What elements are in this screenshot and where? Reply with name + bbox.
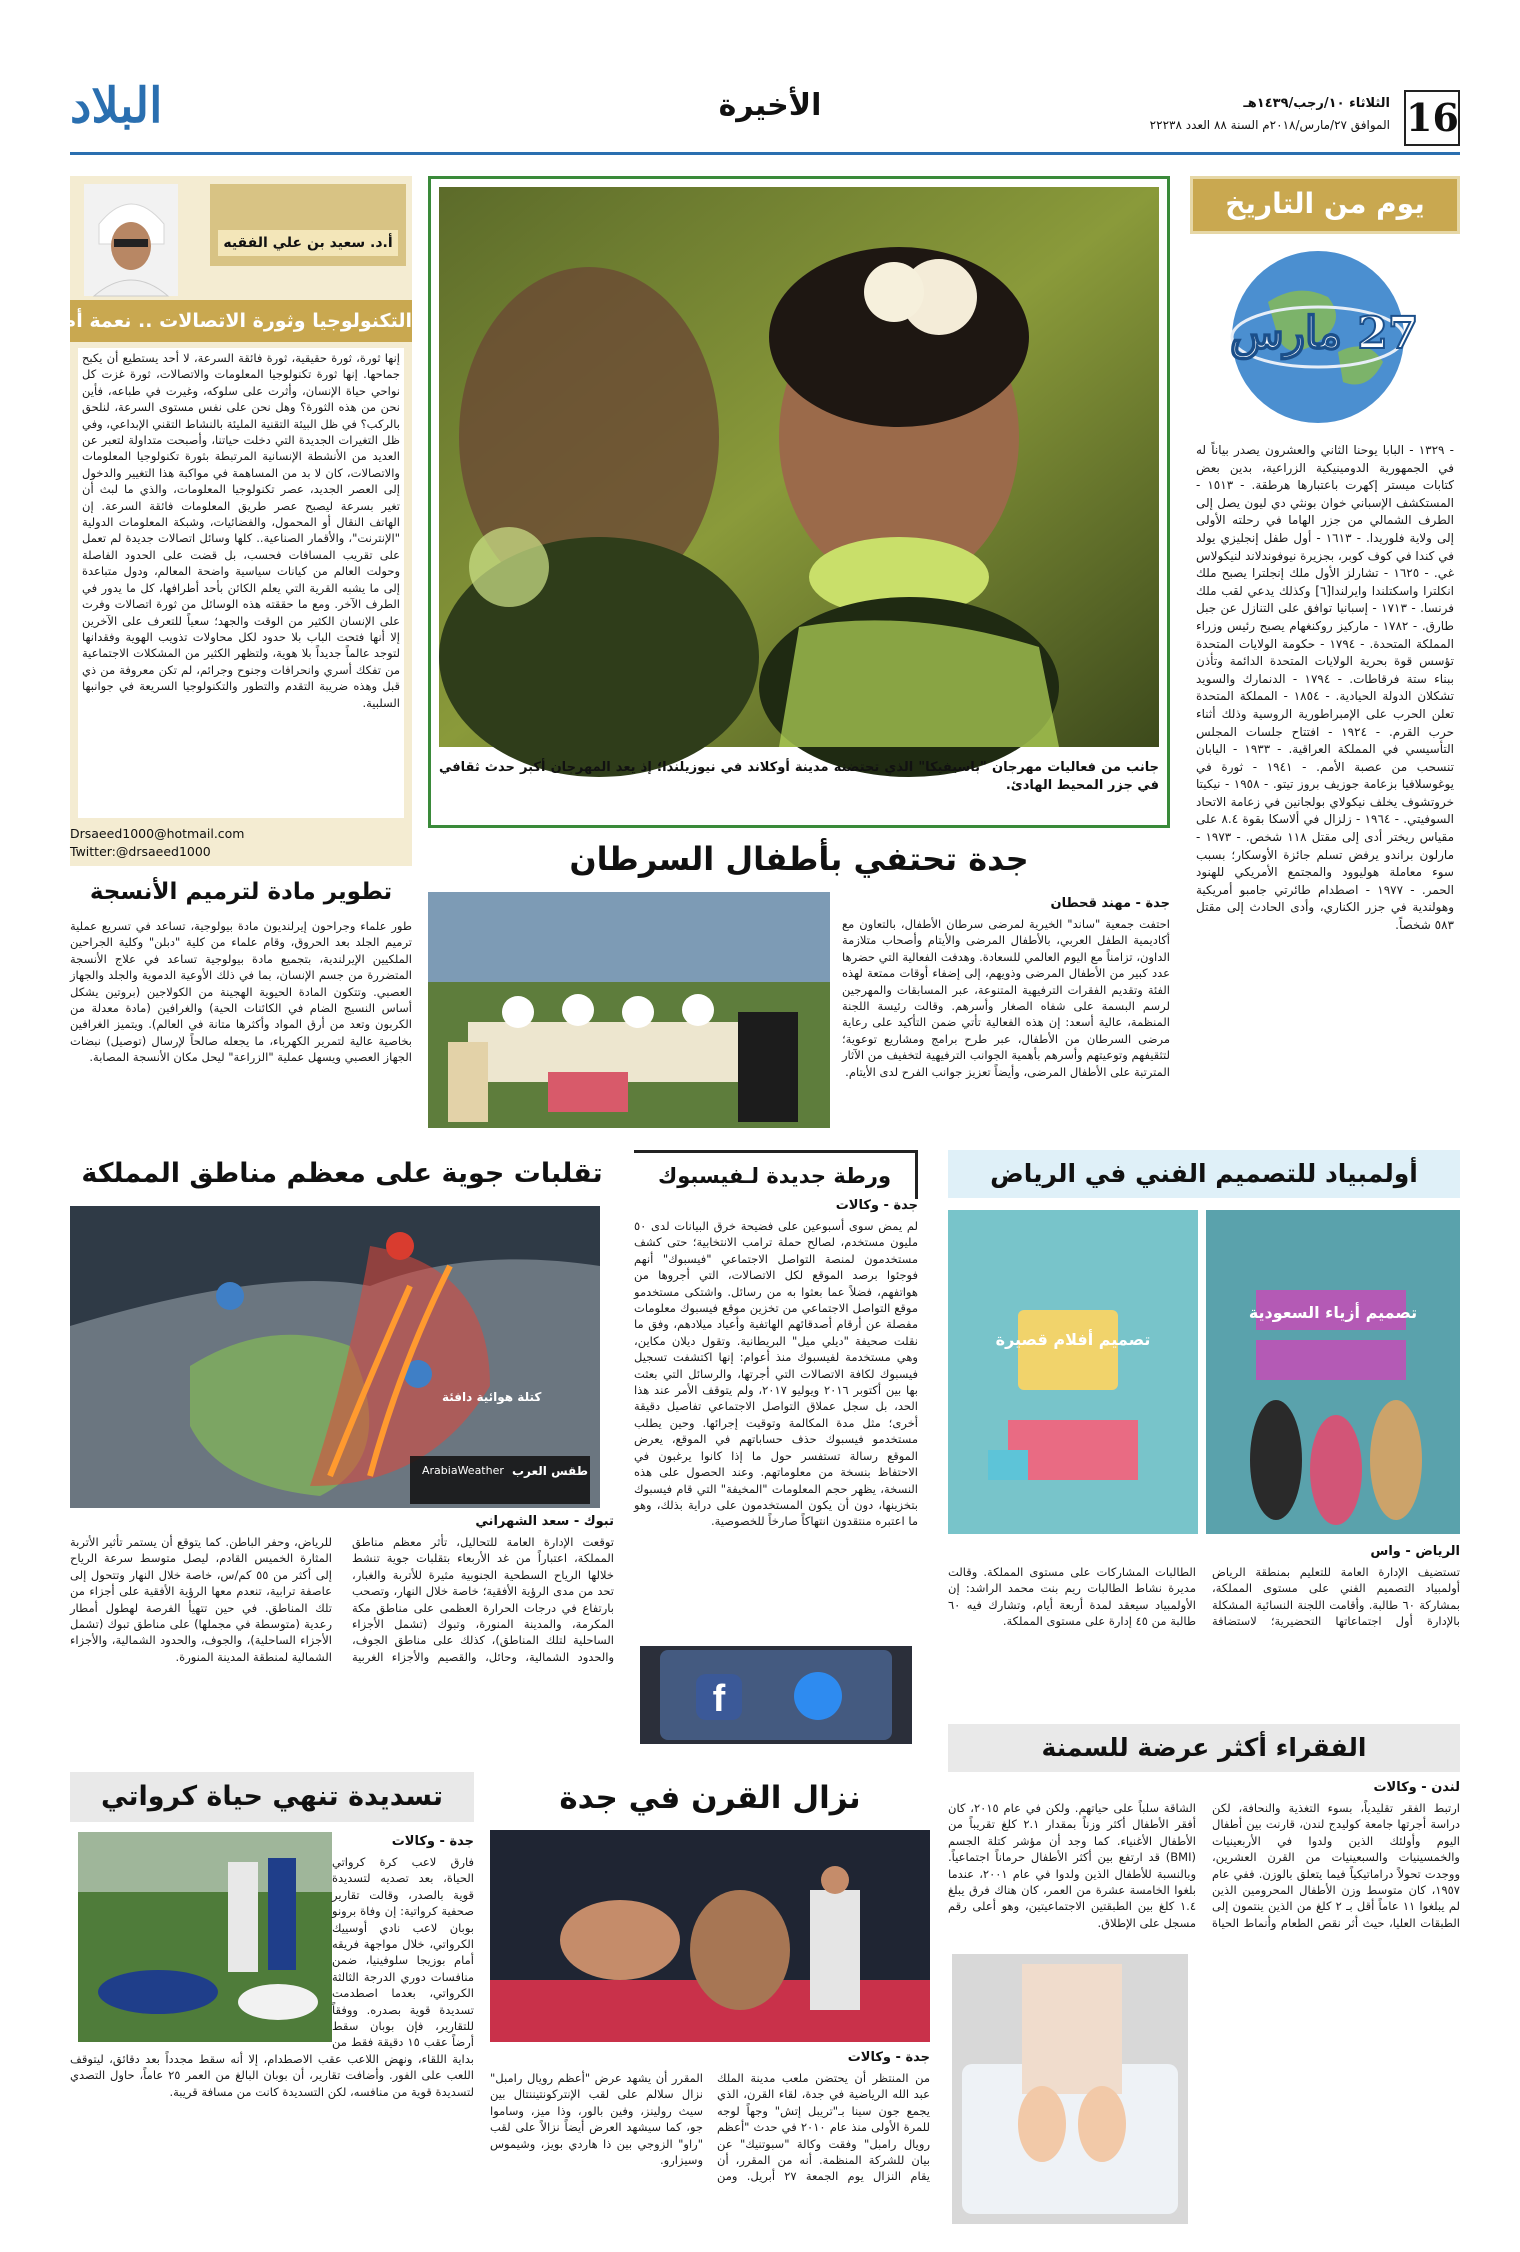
facebook-byline: جدة - وكالات xyxy=(835,1198,918,1213)
cancer-title: جدة تحتفي بأطفال السرطان xyxy=(569,840,1029,878)
history-header xyxy=(1190,176,1460,234)
weather-text: توقعت الإدارة العامة للتحاليل، تأثر معظم مناطق المملكة، اعتباراً من غد الأربعاء بتقلبات جوية تنشط خلالها الرياح السطحية الجنوبية مثيرة للأتربة والغبار، تحد من مدى الرؤية الأفقية؛ خاصة خلال النهار، وتصحب بارتفاع في درجات الحرارة العظمى على مناطق مكة المكرمة، والمدينة المنورة، وتبوك (تشمل الأجزاء الساحلية لتلك المناطق)، كذلك على مناطق الجوف، والحدود الشمالية، وحائل، والقصيم والأجزاء الغربية للرياض، وحفر الباطن. كما يتوقع أن يستمر تأثير الأتربة المثارة الخميس القادم، ليصل متوسط سرعة الرياح إلى أكثر من ٥٥ كم/س، خاصة خلال النهار وتتحول إلى عاصفة ترابية، تنعدم معها الرؤية الأفقية على أجزاء من تلك المناطق. في حين تتهيأ الفرصة لهطول أمطار رعدية (متوسطة في مجملها) على مناطق تبوك (تشمل الأجزاء الساحلية)، والجوف، والحدود الشمالية، والأجزاء الشمالية لمنطقة المدينة المنورة. xyxy=(70,1535,614,1664)
wrestling-text: من المنتظر أن يحتضن ملعب مدينة الملك عبد الله الرياضية في جدة، لقاء القرن، الذي يجمع جون سينا بـ"تريبل إتش" وجهاً لوجه للمرة الأولى منذ عام ٢٠١٠ في حدث "أعظم رويال رامبل" وفقت وكالة "سبوتنيك" عن بيان للشركة المنظمة. أنه من المقرر، أن يقام النزال يوم الجمعة ٢٧ أبريل. ومن المقرر أن يشهد عرض "أعظم رويال رامبل" نزال سلالم على لقب الإنتركونتيننتال بين سيث رولينز، وفين بالور، وذا ميز، وساموا جو، كما سيشهد العرض أيضاً نزالاً على لقب "راو" الزوجي بين ذا هاردي بويز، وشيموس وسيزارو. xyxy=(490,2071,930,2184)
weather-title: تقلبات جوية على معظم مناطق المملكة xyxy=(81,1158,603,1189)
author-name: أ.د. سعيد بن علي الفقيه xyxy=(218,230,398,256)
svg-text:f: f xyxy=(712,1678,726,1720)
obesity-byline: لندن - وكالات xyxy=(1373,1780,1460,1795)
tissue-text: طور علماء وجراحون إيرلنديون مادة بيولوجية، تساعد في تسريع عملية ترميم الجلد بعد الحروق، وقام علماء من كلية "دبلن" وكلية الجراحين الملكيين الإيرلندية، بتجميع مادة بيولوجية تساعد في علاج الأنسجة المتضررة من جسم الإنسان، بما في ذلك الأوعية الدموية والجلد والجهاز العصبي. وتتكون المادة الحيوية الهجينة من الكولاجين (بروتين يشكل أساس النسيج الضام في الكائنات الحية) والغرافين (مادة معدلة من الكربون وتعد من أرق المواد وأكثرها متانة في العالم). ويتميز الغرافين بخاصية عالية لتمرير الكهرباء، ما يجعله صالحاً لإرسال (توصيل) نبضات الجهاز العصبي ويسهل عملية "الزراعة" ليحل مكان الأنسجة المصابة. xyxy=(70,919,412,1065)
olympiad-title: أولمبياد للتصميم الفني في الرياض xyxy=(948,1150,1460,1198)
issue-number: الموافق ٢٧/مارس/٢٠١٨م السنة ٨٨ العدد ٢٢٢٣٨ xyxy=(1149,118,1390,132)
opinion-text: إنها ثورة، ثورة حقيقية، ثورة فائقة السرعة، لا أحد يستطيع أن يكبح جماحها. إنها ثورة تكنولوجيا المعلومات والاتصالات، ثورة غزت كل نواحي حياة الإنسان، وأثرت على سلوكه، وغيرت في طباعه، فأين نحن من هذه الثورة؟ وهل نحن على نفس مستوى السرعة، لنلحق بالركب؟ في ظل البيئة التقنية المليئة بالنشاط التقني الإبداعي، وفي ظل التغيرات الجديدة التي دخلت حياتنا، وأصبحت متداولة لتعبر عن العديد من الأنشطة الإنسانية المرتبطة بثورة تكنولوجيا المعلومات والاتصالات، كان لا بد من المساهمة في مواكبة هذا التغيير والدخول إلى العصر الجديد، عصر تكنولوجيا المعلومات، والذي ما لبث أن تغير بسرعة ليصبح عصر طريق المعلومات فائقة السرعة. إن الهاتف النقال أو المحمول، والفضائيات، وشبكة المعلومات الدولية "الإنترنت"، والأقمار الصناعية.. كلها وسائل اتصالات جديدة لم تعمل على تقريب المسافات فحسب، بل قضت على الحدود الفاصلة وحولت العالم من كيانات سياسية واضحة المعالم، ودول متباعدة إلى ما يشبه القرية التي يعلم الكائن بأحد أطرافها، كل ما يدور في الطرف الآخر. ومع ما حققته هذه الوسائل من ثورة اتصالات وفرت على الإنسان الكثير من الوقت والجهد؛ سعياً للتعرف على الآخرين إلا أنها فتحت الباب بلا حدود لكل محاولات تذويب الهوية وفقدانها لتوجد عالماً جديداً بلا هوية، ولتظهر الكثير من المشكلات الاجتماعية من تفكك أسري وانحرافات وجنوح وجرائم، لم تكن معروفة من ذي قبل وهذه ضريبة التقدم والتطور والتكنولوجيا السريعة في جوانبها السلبية. xyxy=(78,348,404,818)
poster-shorts-text: تصميم أفلام قصيرة xyxy=(995,1330,1151,1349)
history-title: يوم من التاريخ xyxy=(1225,187,1425,220)
messenger-icon xyxy=(794,1672,842,1720)
poster-fashion xyxy=(1206,1210,1460,1534)
obesity-text: ارتبط الفقر تقليدياً، بسوء التغذية والنحافة، لكن دراسة أجرتها جامعة كوليدج لندن، قارنت بين أطفال اليوم وأولئك الذين ولدوا في الأربعينيات والخمسينيات والسبعينيات من القرن العشرين، ووجدت تحولاً دراماتيكياً فيما يتعلق بالوزن. ففي عام ١٩٥٧، كان متوسط وزن الأطفال المحرومين الذين لم يبلغوا ١١ عاماً أقل بـ ٢ كلغ من الذين ينتمون إلى الطبقات العليا، حيث أثر نقص الطعام وأنماط الحياة الشاقة سلباً على حياتهم. ولكن في عام ٢٠١٥، كان أفقر الأطفال أكثر وزناً بمقدار ٢.١ كلغ تقريباً من الأطفال الأغنياء. كما وجد أن مؤشر كتلة الجسم (BMI) قد ارتفع بين أكثر الأطفال حرماناً اجتماعياً. وبالنسبة للأطفال الذين ولدوا في عام ٢٠٠١، عندما بلغوا الخامسة عشرة من العمر، كان هناك فرق يبلغ ١.٤ كلغ بين الطبقتين الاجتماعيتين، وهو أعلى رقم مسجل على الإطلاق. xyxy=(948,1801,1460,1930)
history-date-badge: 27 مارس xyxy=(1230,308,1419,359)
obesity-article xyxy=(948,1724,1460,2224)
tissue-title: تطوير مادة لترميم الأنسجة xyxy=(89,879,393,905)
olympiad-text: تستضيف الإدارة العامة للتعليم بمنطقة الرياض أولمبياد التصميم الفني على مستوى المملكة، بمشاركة ٦٠ طالبة. وأقامت اللجنة النسائية المشكلة بالإدارة أول اجتماعاتها التحضيرية؛ لاستضافة الطالبات المشاركات على مستوى المملكة. وقالت مديرة نشاط الطالبات ريم بنت محمد الراشد: إن الأولمبياد سيعقد لمدة أربعة أيام، وتشارك فيه ٦٠ طالبة من ٤٥ إدارة على مستوى المملكة. xyxy=(948,1565,1460,1629)
cancer-photo xyxy=(428,892,830,1128)
history-graphic xyxy=(1208,242,1442,432)
map-brand: ArabiaWeather xyxy=(422,1464,504,1477)
croatia-article xyxy=(70,1772,474,2224)
cancer-byline: جدة - مهند قحطان xyxy=(1050,896,1170,911)
photo-spacer xyxy=(70,1854,332,2044)
opinion-box xyxy=(0,176,412,866)
facebook-text: لم يمض سوى أسبوعين على فضيحة خرق البيانات لدى ٥٠ مليون مستخدم، لصالح حملة ترامب الانتخابية؛ حتى كشف مستخدمون لمنصة التواصل الاجتماعي "فيسبوك" أنهم فوجئوا برصد الموقع لكل الاتصالات، التي أجروها من هواتفهم، فضلاً عما بعثوا به من رسائل. واشتكى مستخدمو موقع التواصل الاجتماعي من تخزين موقع فيسبوك معلومات مفصلة عن أرقام أصدقائهم الهاتفية وأعياد ميلادهم، وفق ما نقلت صحيفة "ديلي ميل" البريطانية. وتقول ديلان مكاين، وهي مستخدمة لفيسبوك منذ أعوام: إنها اكتشفت تسجيل فيسبوك لكافة الاتصالات التي أجرتها، والرسائل التي بعثت بها بين أكتوبر ٢٠١٦ ويوليو ٢٠١٧، ولم يتوقف الأمر عند هذا الحد، بل سجل عملاق التواصل الاجتماعي تفاصيل دقيقة أخرى؛ مثل مدة المكالمة وتوقيت إجرائها. وحين يطلب مستخدمو فيسبوك حذف حساباتهم في الموقع، يعرض الموقع رسالة تستفسر حول ما إذا كانوا يرغبون في الاحتفاظ بنسخة من معلوماتهم. وعند الحصول على هذه النسخة، يظهر حجم المعلومات "المخيفة" التي قام فيسبوك بتخزينها، دون أن يكون المستخدمون على دراية بذلك، وهو ما اعتبره منتقدون انتهاكاً صارخاً للخصوصية. xyxy=(634,1219,919,1529)
olympiad-article xyxy=(948,1150,1460,1716)
author-twitter[interactable]: Twitter:@drsaeed1000 xyxy=(70,844,211,859)
map-label: كتلة هوائية دافئة xyxy=(442,1390,542,1404)
facebook-phone-photo xyxy=(640,1646,912,1744)
page-number: 16 xyxy=(1404,90,1460,146)
croatia-title: تسديدة تنهي حياة كرواتي xyxy=(70,1772,474,1822)
croatia-byline: جدة - وكالات xyxy=(391,1834,474,1849)
weather-article xyxy=(70,1150,614,1750)
opinion-title: التكنولوجيا وثورة الاتصالات .. نعمة أم نقمة؟ xyxy=(70,300,412,342)
main-photo-frame xyxy=(428,176,1170,828)
wrestling-title: نزال القرن في جدة xyxy=(559,1780,861,1816)
croatia-text: فارق لاعب كرة كرواتي الحياة، بعد تصديه لتسديدة قوية بالصدر، وقالت تقارير صحفية كرواتية: إن وفاة برونو بوبان لاعب نادي أوسييك الكرواتي، خلال مواجهة فريقه أمام بوزيجا سلوفينيا، ضمن منافسات دوري الدرجة الثالثة الكرواتي، بعدما اصطدمت تسديدة قوية بصدره. ووفقاً للتقارير، فإن بوبان سقط أرضاً عقب ١٥ دقيقة فقط من بداية اللقاء، ونهض اللاعب عقب الاصطدام، إلا أنه سقط مجدداً بعد دقائق، ليتوقف اللعب على الفور. وأضافت تقارير، أن بوبان البالغ من العمر ٢٥ عاماً، حاول التصدي لتسديدة قوية من منافسه، لكن التسديدة كانت من مسافة قريبة. xyxy=(70,1855,474,2099)
wrestling-byline: جدة - وكالات xyxy=(847,2050,930,2065)
weather-byline: تبوك - سعد الشهراني xyxy=(475,1514,614,1529)
masthead xyxy=(70,78,1460,156)
obesity-title: الفقراء أكثر عرضة للسمنة xyxy=(948,1724,1460,1772)
tissue-article xyxy=(70,874,412,1174)
history-text: - ١٣٢٩ - البابا يوحنا الثاني والعشرون يصدر بياناً له في الجمهورية الدومينيكية الزراعية، بدين بعض كتابات ميستر إكهرت باعتبارها هرطقة. - ١٥١٣ - المستكشف الإسباني خوان بونثي دي ليون يصل إلى الطرف الشمالي من جزر الهاما في رحلته الأولى إلى ولاية فلوريدا. - ١٦١٣ - أول طفل إنجليزي يولد في كندا في كوف كوبر، بجزيرة نيوفوندلاند لنيكولاس غي. - ١٦٢٥ - تشارلز الأول ملك إنجلترا يصبح ملك انكلترا واسكتلندا وايرلندا[٦] وكذلك يدعي لقب ملك فرنسا. - ١٧١٣ - إسبانيا توافق على التنازل عن جبل طارق. - ١٧٨٢ - ماركيز روكنغهام يصبح رئيس وزراء المملكة المتحدة. - ١٧٩٤ - حكومة الولايات المتحدة تؤسس قوة بحرية الولايات المتحدة الدائمة وتأذن ببناء ستة فرقاطات. - ١٧٩٤ - الدنمارك والسويد تشكلان الدولة الحيادية. - ١٨٥٤ - المملكة المتحدة تعلن الحرب على الإمبراطورية الروسية وذلك أثناء حرب القرم. - ١٩٢٤ - افتتاح جلسات المجلس التأسيسي في المملكة العراقية. - ١٩٣٣ - اليابان تنسحب من عصبة الأمم. - ١٩٤١ - ثورة في يوغوسلافيا بزعامة جوزيف بروز تيتو. - ١٩٥٨ - نيكيتا خروتشوف يخلف نيكولاي بولجانين في زعامة الاتحاد السوفيتي. - ١٩٦٤ - زلزال في ألاسكا بقوة ٨.٤ على مقياس ريختر أدى إلى مقتل ١١٨ شخص. - ١٩٧٣ - مارلون براندو يرفض تسلم جائزة الأوسكار؛ بسبب سوء معاملة هوليوود والمجتمع الأمريكي للهنود الحمر. - ١٩٧٧ - اصطدام طائرتي جامبو أمريكية وهولندية في جزر الكناري، وأدى الحادث إلى مقتل ٥٨٣ شخصاً. xyxy=(1196,443,1455,933)
wrestling-photo xyxy=(490,1830,930,2042)
facebook-article xyxy=(634,1150,918,1750)
wrestling-article xyxy=(490,1772,930,2224)
map-title: طقس العرب xyxy=(512,1464,588,1478)
facebook-title: ورطة جديدة لـفيسبوك xyxy=(634,1150,918,1199)
olympiad-byline: الرياض - واس xyxy=(1370,1544,1460,1559)
author-email[interactable]: Drsaeed1000@hotmail.com xyxy=(70,826,245,841)
festival-photo xyxy=(439,187,1159,747)
author-photo xyxy=(84,184,178,296)
poster-fashion-text: تصميم أزياء السعودية xyxy=(1248,1303,1418,1322)
issue-date: الثلاثاء ١٠/رجب/١٤٣٩هـ xyxy=(1243,96,1390,111)
section-title: الأخيرة xyxy=(718,88,822,123)
weather-map xyxy=(70,1206,600,1508)
author-name-plate xyxy=(210,184,406,266)
newspaper-logo: البلاد xyxy=(70,78,163,134)
cancer-text: احتفت جمعية "ساند" الخيرية لمرضى سرطان الأطفال، بالتعاون مع أكاديمية الطفل العربي، بالأطفال المرضى والأيتام وأصحاب متلازمة الداون، تزامناً مع اليوم العالمي للسعادة. وهدفت الفعالية التي حضرها عدد كبير من الأطفال المرضى وذويهم، إلى إضفاء أوقات ممتعة لهذه الفئة وتقديم الفقرات الترفيهية المتنوعة، عبر المسابقات والمهرجين لرسم البسمة على شفاه الصغار وأسرهم. وقالت رئيسة اللجنة المنظمة، عالية أسعد: إن هذه الفعالية تأتي ضمن التأكيد على رعاية مرضى السرطان من الأطفال، عبر طرح برامج ومشاريع توعوية؛ لتثقيفهم وتوعيتهم وأسرهم بأهمية الجوانب الترفيهية لتخفيف من الآثار المترتبة على الأطفال المرضى، وأيضاً تعزيز جوانب الفرح لدى الأيتام. xyxy=(842,917,1170,1079)
cancer-article xyxy=(428,828,1170,1178)
poster-shorts xyxy=(948,1210,1198,1534)
main-photo-caption: جانب من فعاليات مهرجان "باسيفيكا" الذي تحتضنه مدينة أوكلاند في نيوزيلندا؛ إذ يعد المهرجان أكبر حدث ثقافي في جزر المحيط الهادئ. xyxy=(439,760,1159,793)
